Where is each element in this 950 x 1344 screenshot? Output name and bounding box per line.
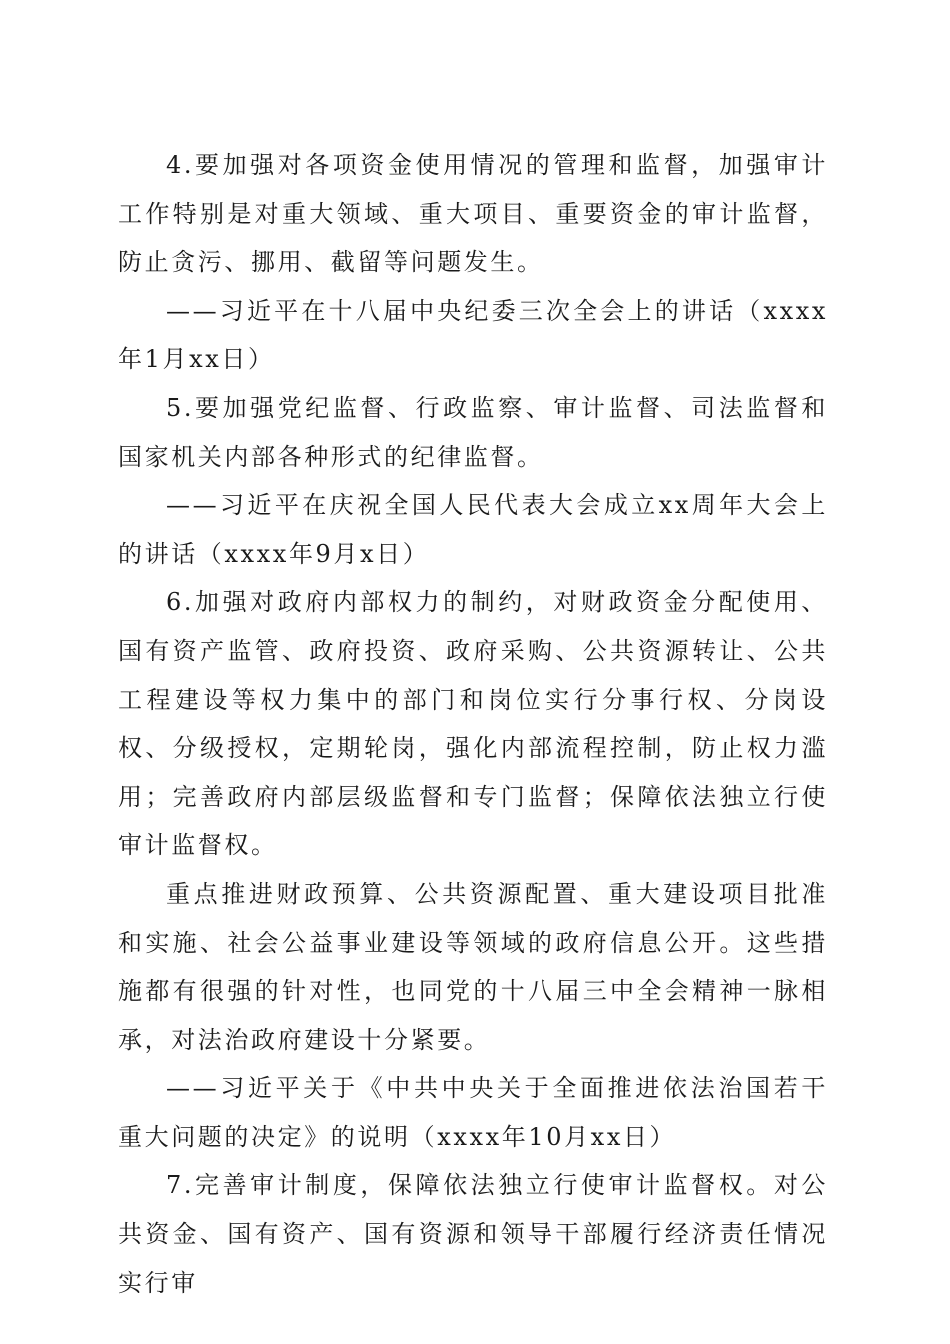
paragraph-item-5: 5.要加强党纪监督、行政监察、审计监督、司法监督和国家机关内部各种形式的纪律监督。 — [118, 393, 828, 471]
citation-paragraph: ——习近平关于《中共中央关于全面推进依法治国若干重大问题的决定》的说明（xxxx年10月xx日） — [118, 1074, 828, 1151]
citation-paragraph: ——习近平在庆祝全国人民代表大会成立xx周年大会上的讲话（xxxx年9月x日） — [118, 491, 828, 568]
paragraph-item-7: 7.完善审计制度，保障依法独立行使审计监督权。对公共资金、国有资产、国有资源和领导干部履行经济责任情况实行审 — [118, 1171, 828, 1297]
body-paragraph: 重点推进财政预算、公共资源配置、重大建设项目批准和实施、社会公益事业建设等领域的政府信息公开。这些措施都有很强的针对性，也同党的十八届三中全会精神一脉相承，对法治政府建设十分紧要。 — [118, 879, 828, 1054]
paragraph-item-6: 6.加强对政府内部权力的制约，对财政资金分配使用、国有资产监管、政府投资、政府采购、公共资源转让、公共工程建设等权力集中的部门和岗位实行分事行权、分岗设权、分级授权，定期轮岗，强化内部流程控制，防止权力滥用；完善政府内部层级监督和专门监督；保障依法独立行使审计监督权。 — [118, 588, 828, 860]
paragraph-item-4: 4.要加强对各项资金使用情况的管理和监督，加强审计工作特别是对重大领域、重大项目、重要资金的审计监督，防止贪污、挪用、截留等问题发生。 — [118, 151, 828, 277]
citation-paragraph: ——习近平在十八届中央纪委三次全会上的讲话（xxxx年1月xx日） — [118, 296, 828, 374]
document-body — [118, 141, 828, 1307]
